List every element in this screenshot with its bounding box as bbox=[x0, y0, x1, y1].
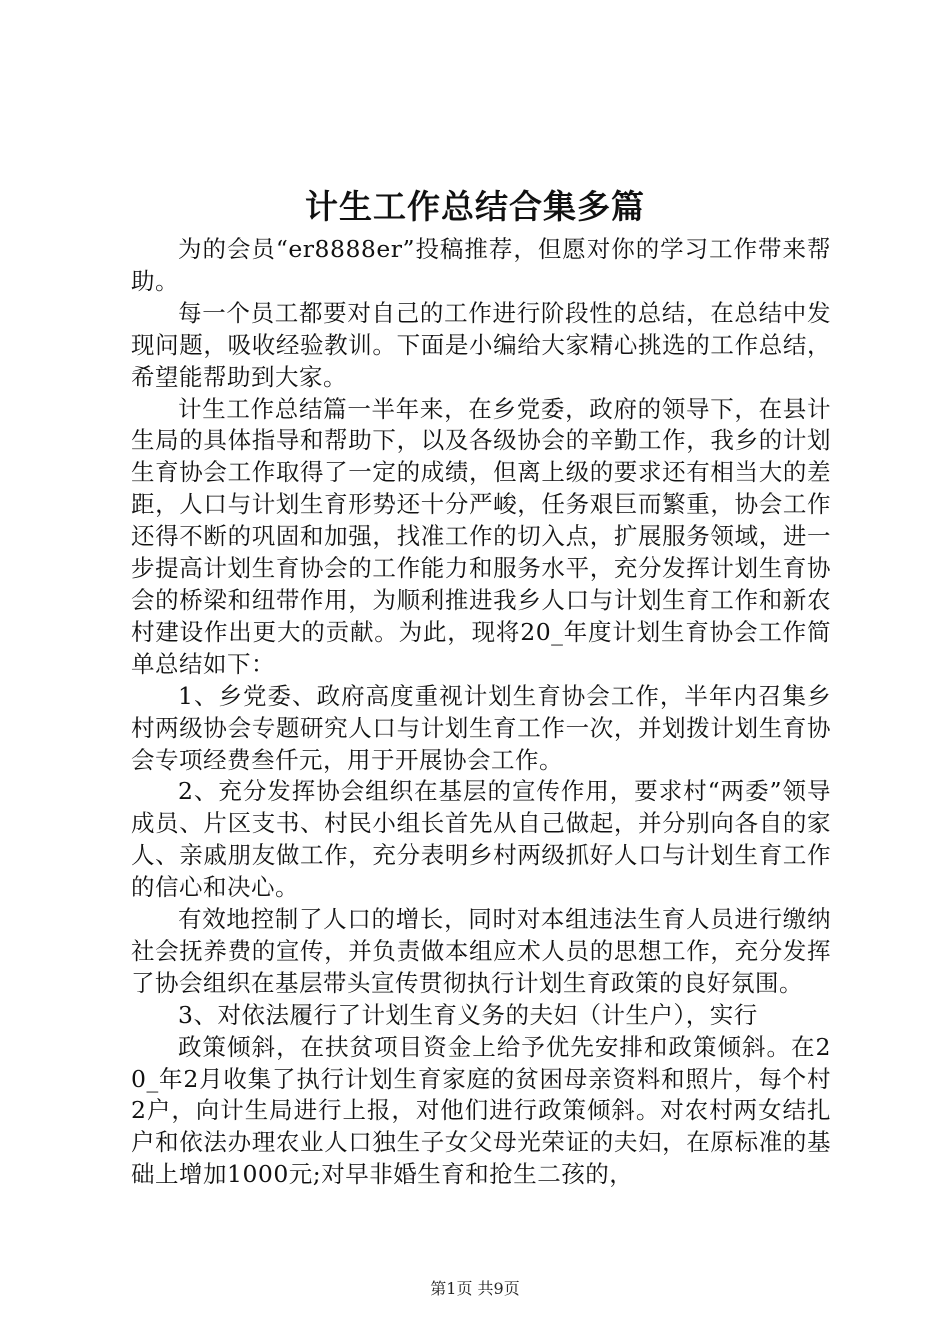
page-number-footer: 第1页 共9页 bbox=[430, 1279, 520, 1298]
paragraph-summary-purpose: 每一个员工都要对自己的工作进行阶段性的总结，在总结中发现问题，吸收经验教训。下面是小编给大家精心挑选的工作总结，希望能帮助到大家。 bbox=[131, 298, 831, 391]
paragraph-summary-one: 计生工作总结篇一半年来，在乡党委，政府的领导下，在县计生局的具体指导和帮助下，以及各级协会的辛勤工作，我乡的计划生育协会工作取得了一定的成绩，但离上级的要求还有相当大的差距，人口与计划生育形势还十分严峻，任务艰巨而繁重，协会工作还得不断的巩固和加强，找准工作的切入点，扩展服务领域，进一步提高计划生育协会的工作能力和服务水平，充分发挥计划生育协会的桥梁和纽带作用，为顺利推进我乡人口与计划生育工作和新农村建设作出更大的贡献。为此，现将20_年度计划生育协会工作简单总结如下： bbox=[131, 394, 831, 678]
paragraph-policy-support: 政策倾斜，在扶贫项目资金上给予优先安排和政策倾斜。在20_年2月收集了执行计划生育家庭的贫困母亲资料和照片，每个村2户，向计生局进行上报，对他们进行政策倾斜。对农村两女结扎户和依法办理农业人口独生子女父母光荣证的夫妇，在原标准的基础上增加1000元;对早非婚生育和抢生二孩的， bbox=[131, 1032, 831, 1189]
paragraph-intro: 为的会员“er8888er”投稿推荐，但愿对你的学习工作带来帮助。 bbox=[131, 235, 831, 295]
document-body bbox=[131, 234, 831, 1191]
paragraph-item-1: 1、乡党委、政府高度重视计划生育协会工作，半年内召集乡村两级协会专题研究人口与计划生育工作一次，并划拨计划生育协会专项经费叁仟元，用于开展协会工作。 bbox=[131, 681, 831, 774]
document-title: 计生工作总结合集多篇 bbox=[305, 187, 645, 226]
paragraph-population-control: 有效地控制了人口的增长，同时对本组违法生育人员进行缴纳社会抚养费的宣传，并负责做本组应术人员的思想工作，充分发挥了协会组织在基层带头宣传贯彻执行计划生育政策的良好氛围。 bbox=[131, 905, 831, 997]
paragraph-item-2: 2、充分发挥协会组织在基层的宣传作用，要求村“两委”领导成员、片区支书、村民小组长首先从自己做起，并分别向各自的家人、亲戚朋友做工作，充分表明乡村两级抓好人口与计划生育工作的信心和决心。 bbox=[131, 777, 831, 902]
paragraph-item-3: 3、对依法履行了计划生育义务的夫妇（计生户），实行 bbox=[178, 1000, 758, 1029]
